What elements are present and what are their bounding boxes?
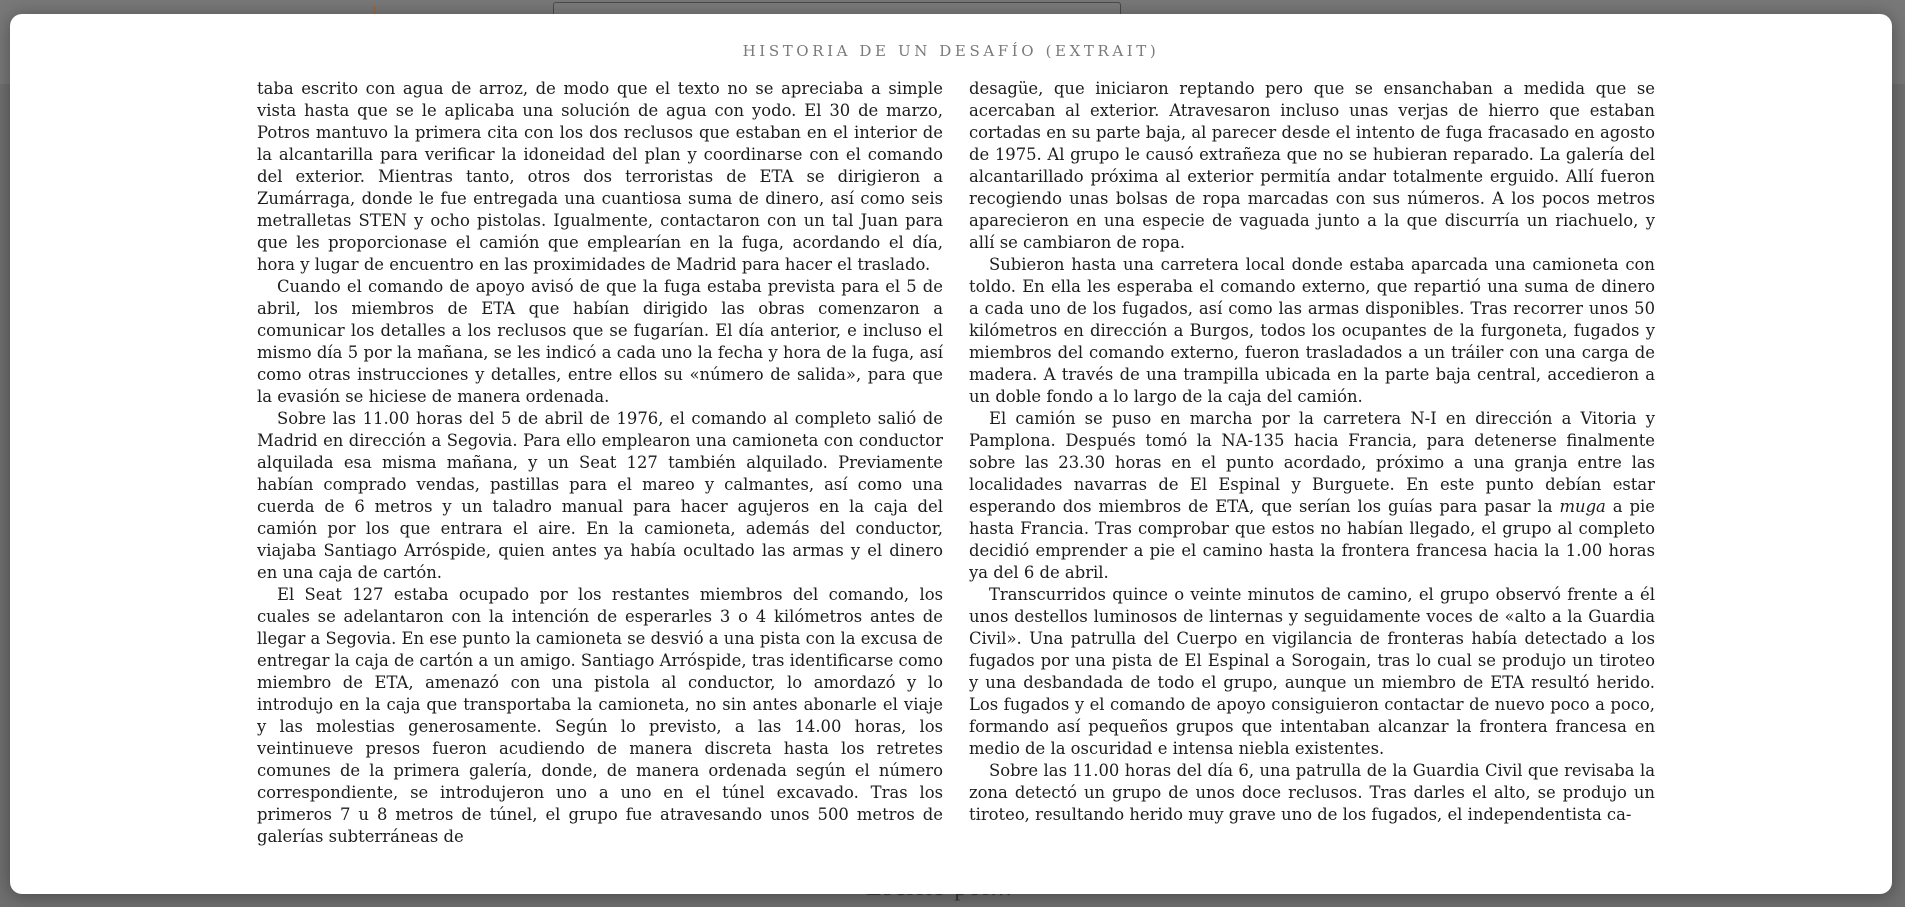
paragraph: El Seat 127 estaba ocupado por los restantes miembros del comando, los cuales se adelantaron con la intención de esperarles 3 o 4 kilómetros antes de llegar a Segovia. En ese punto la camioneta se desvió a una pista con la excusa de entregar la caja de cartón a un amigo. Santiago Arróspide, tras identificarse como miembro de ETA, amenazó con una pistola al conductor, lo amordazó y lo introdujo en la caja que transportaba la camioneta, no sin antes abonarle el viaje y las molestias generosamente. Según lo previsto, a las 14.00 horas, los veintinueve presos fueron acudiendo de manera discreta hasta los retretes comunes de la primera galería, donde, de manera ordenada según el número correspondiente, se introdujeron uno a uno en el túnel excavado. Tras los primeros 7 u 8 metros de túnel, el grupo fue atravesando unos 500 metros de galerías subterráneas de bbox=[257, 585, 943, 846]
paragraph: desagüe, que iniciaron reptando pero que se ensanchaban a medida que se acercaban al exterior. Atravesaron incluso unas verjas de hierro que estaban cortadas en su parte baja, al parecer desde el intento de fuga fracasado en agosto de 1975. Al grupo le causó extrañeza que no se hubieran reparado. La galería del alcantarillado próxima al exterior permitía andar totalmente erguido. Allí fueron recogiendo unas bolsas de ropa marcadas con sus números. A los pocos metros aparecieron en una especie de vaguada junto a la que discurría un riachuelo, y allí se cambiaron de ropa. bbox=[969, 79, 1655, 252]
paragraph bbox=[969, 408, 1655, 584]
right-column bbox=[969, 78, 1655, 848]
left-column bbox=[257, 78, 943, 848]
paragraph: Sobre las 11.00 horas del día 6, una patrulla de la Guardia Civil que revisaba la zona detectó un grupo de unos doce reclusos. Tras darles el alto, se produjo un tiroteo, resultando herido muy grave uno de los fugados, el independentista ca- bbox=[969, 761, 1655, 824]
paragraph: Transcurridos quince o veinte minutos de camino, el grupo observó frente a él unos destellos luminosos de linternas y seguidamente voces de «alto a la Guardia Civil». Una patrulla del Cuerpo en vigilancia de fronteras había detectado a los fugados por una pista de El Espinal a Sorogain, tras lo cual se produjo un tiroteo y una desbandada de todo el grupo, aunque un miembro de ETA resultó herido. Los fugados y el comando de apoyo consiguieron contactar de nuevo poco a poco, formando así pequeños grupos que intentaban alcanzar la frontera francesa en medio de la oscuridad e intensa niebla existentes. bbox=[969, 585, 1655, 758]
paragraph: Sobre las 11.00 horas del 5 de abril de 1976, el comando al completo salió de Madrid en dirección a Segovia. Para ello emplearon una camioneta con conductor alquilada esa misma mañana, y un Seat 127 también alquilado. Previamente habían comprado vendas, pastillas para el mareo y calmantes, así como una cuerda de 6 metros y un taladro manual para hacer agujeros en la caja del camión por los que entrara el aire. En la camioneta, además del conductor, viajaba Santiago Arróspide, quien antes ya había ocultado las armas y el dinero en una caja de cartón. bbox=[257, 409, 943, 582]
paragraph-text: a pie hasta Francia. Tras comprobar que estos no habían llegado, el grupo al completo decidió emprender a pie el camino hasta la frontera francesa hacia la 1.00 horas ya del 6 de abril. bbox=[969, 497, 1655, 582]
reader-modal bbox=[10, 14, 1892, 894]
paragraph-text: El camión se puso en marcha por la carretera N-I en dirección a Vitoria y Pamplona. Después tomó la NA-135 hacia Francia, para detenerse finalmente sobre las 23.30 horas en el punto acordado, próximo a una granja entre las localidades navarras de El Espinal y Burguete. En este punto debían estar esperando dos miembros de ETA, que serían los guías para pasar la bbox=[969, 409, 1655, 516]
text-columns[interactable] bbox=[257, 78, 1655, 848]
italic-term: muga bbox=[1559, 497, 1606, 516]
paragraph: taba escrito con agua de arroz, de modo que el texto no se apreciaba a simple vista hasta que se le aplicaba una solución de agua con yodo. El 30 de marzo, Potros mantuvo la primera cita con los dos reclusos que estaban en el interior de la alcantarilla para verificar la idoneidad del plan y coordinarse con el comando del exterior. Mientras tanto, otros dos terroristas de ETA se dirigieron a Zumárraga, donde le fue entregada una cuantiosa suma de dinero, así como seis metralletas STEN y ocho pistolas. Igualmente, contactaron con un tal Juan para que les proporcionase el camión que emplearían en la fuga, acordando el día, hora y lugar de encuentro en las proximidades de Madrid para hacer el traslado. bbox=[257, 79, 943, 274]
paragraph: Cuando el comando de apoyo avisó de que la fuga estaba prevista para el 5 de abril, los miembros de ETA que habían dirigido las obras comenzaron a comunicar los detalles a los reclusos que se fugarían. El día anterior, e incluso el mismo día 5 por la mañana, se les indicó a cada uno la fecha y hora de la fuga, así como otras instrucciones y detalles, entre ellos su «número de salida», para que la evasión se hiciese de manera ordenada. bbox=[257, 277, 943, 406]
paragraph: Subieron hasta una carretera local donde estaba aparcada una camioneta con toldo. En ella les esperaba el comando externo, que repartió una suma de dinero a cada uno de los fugados, así como las armas disponibles. Tras recorrer unos 50 kilómetros en dirección a Burgos, todos los ocupantes de la furgoneta, fugados y miembros del comando externo, fueron trasladados a un tráiler con una carga de madera. A través de una trampilla ubicada en la parte baja central, accedieron a un doble fondo a lo largo de la caja del camión. bbox=[969, 255, 1655, 406]
modal-title: HISTORIA DE UN DESAFÍO (EXTRAIT) bbox=[742, 42, 1160, 60]
